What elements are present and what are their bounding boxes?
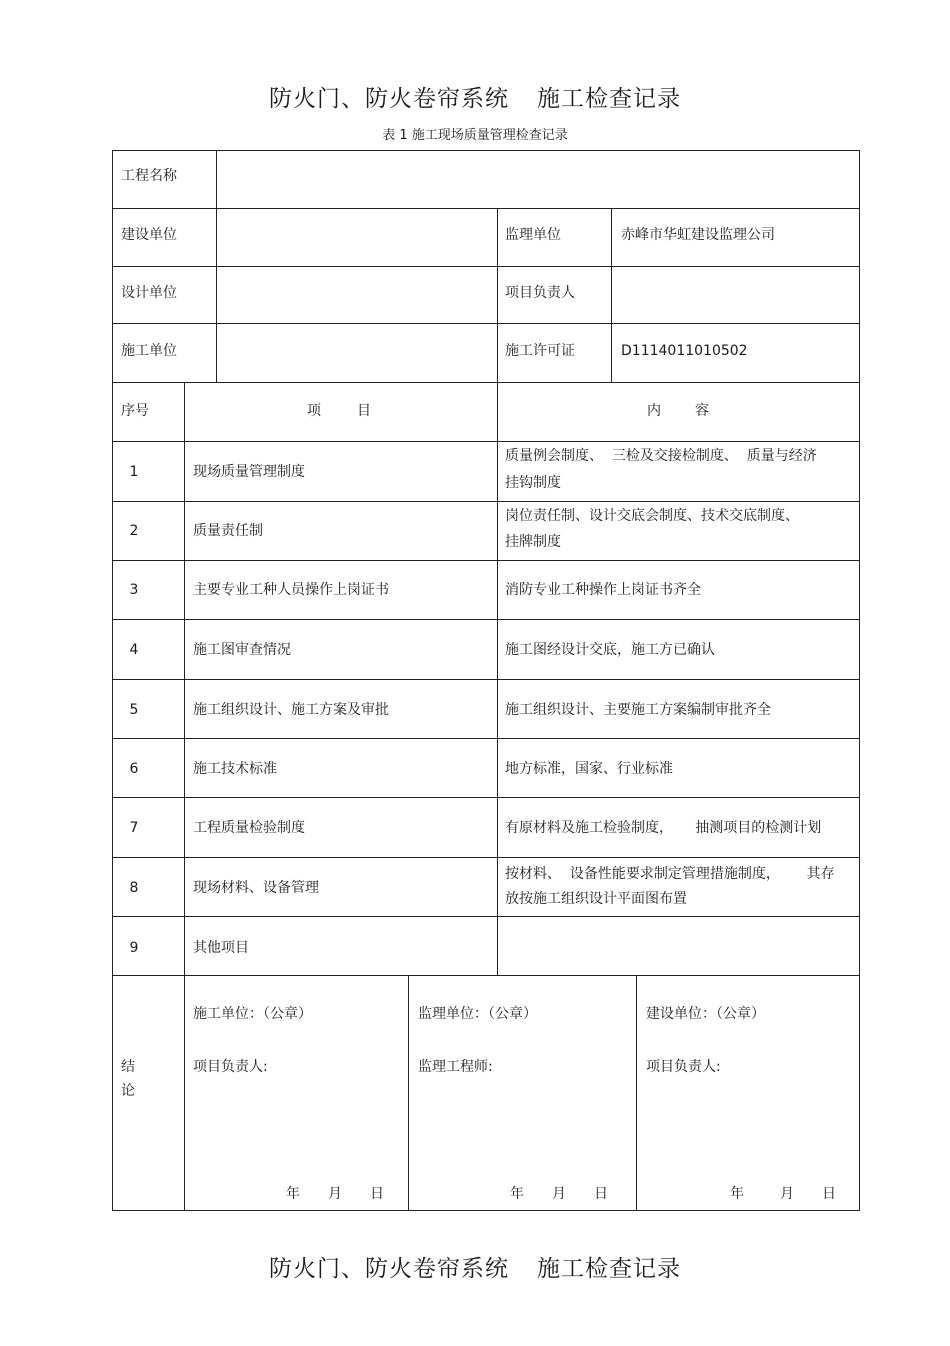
row-item: 施工技术标准 [193,761,277,777]
grid-line [112,382,860,383]
row-number: 7 [129,820,139,836]
permit-value: D1114011010502 [621,343,748,359]
grid-line [112,857,860,858]
row-number: 2 [129,523,139,539]
builder-seal-label: 施工单位：（公章） [193,1006,312,1022]
grid-line [112,441,860,442]
grid-line [636,975,637,1211]
date-day: 日 [822,1186,836,1202]
date-month: 月 [780,1186,794,1202]
grid-line [112,619,860,620]
row-number: 5 [129,702,139,718]
owner-seal-label: 建设单位：（公章） [646,1006,765,1022]
row-content-line-2: 放按施工组织设计平面图布置 [505,891,687,907]
date-year: 年 [730,1186,744,1202]
grid-line [112,797,860,798]
title-part-1: 防火门、防火卷帘系统 [269,86,509,112]
grid-line [112,323,860,324]
table-subtitle: 表 1 施工现场质量管理检查记录 [382,128,568,143]
date-year: 年 [286,1186,300,1202]
next-title-part-1: 防火门、防火卷帘系统 [269,1256,509,1282]
page-title [0,80,950,113]
supervision-seal-label: 监理单位：（公章） [418,1006,537,1022]
row-item: 质量责任制 [193,523,263,539]
grid-line [112,501,860,502]
row-number: 9 [129,940,139,956]
grid-line [184,382,185,1211]
col-header-content-a: 内 [647,403,661,419]
conclusion-label-b: 论 [121,1083,135,1099]
supervision-engineer-label: 监理工程师: [418,1059,493,1075]
conclusion-label-a: 结 [121,1059,135,1075]
row-content: 消防专业工种操作上岗证书齐全 [505,582,701,598]
next-title-part-2: 施工检查记录 [537,1256,681,1282]
row-content-line-1: 质量例会制度、 三检及交接检制度、 质量与经济 [505,448,817,464]
construction-unit-label: 建设单位 [121,227,177,243]
row-number: 6 [129,761,139,777]
row-item: 主要专业工种人员操作上岗证书 [193,582,389,598]
grid-line [112,560,860,561]
grid-line [216,150,217,382]
project-name-label: 工程名称 [121,168,177,184]
col-header-content-b: 容 [695,403,709,419]
row-number: 3 [129,582,139,598]
grid-line [497,208,498,975]
row-content: 施工组织设计、主要施工方案编制审批齐全 [505,702,771,718]
date-year: 年 [510,1186,524,1202]
row-item: 工程质量检验制度 [193,820,305,836]
date-month: 月 [328,1186,342,1202]
grid-line [112,975,860,976]
project-leader-label: 项目负责人 [505,285,575,301]
row-number: 1 [129,464,139,480]
grid-line [408,975,409,1211]
grid-line [112,679,860,680]
supervision-unit-value: 赤峰市华虹建设监理公司 [621,227,775,243]
grid-line [112,208,860,209]
row-content-line-2: 挂牌制度 [505,534,561,550]
row-content-line-2: 挂钩制度 [505,475,561,491]
row-item: 其他项目 [193,940,249,956]
owner-leader-label: 项目负责人: [646,1059,721,1075]
row-content: 地方标准，国家、行业标准 [505,761,673,777]
row-number: 4 [129,642,139,658]
row-item: 现场质量管理制度 [193,464,305,480]
design-unit-label: 设计单位 [121,285,177,301]
supervision-unit-label: 监理单位 [505,227,561,243]
date-day: 日 [370,1186,384,1202]
date-month: 月 [552,1186,566,1202]
row-item: 施工组织设计、施工方案及审批 [193,702,389,718]
col-header-item-b: 目 [357,403,371,419]
title-part-2: 施工检查记录 [537,86,681,112]
grid-line [112,916,860,917]
row-item: 施工图审查情况 [193,642,291,658]
grid-line [112,738,860,739]
permit-label: 施工许可证 [505,343,575,359]
col-header-item-a: 项 [307,403,321,419]
row-number: 8 [129,880,139,896]
col-header-no: 序号 [121,403,149,419]
grid-line [611,208,612,382]
row-content-line-1: 岗位责任制、设计交底会制度、技术交底制度、 [505,508,799,524]
row-content-line-1: 按材料、 设备性能要求制定管理措施制度， 其存 [505,866,835,882]
grid-line [112,266,860,267]
date-day: 日 [594,1186,608,1202]
row-content: 施工图经设计交底，施工方已确认 [505,642,715,658]
inspection-table [112,150,860,1211]
row-content: 有原材料及施工检验制度， 抽测项目的检测计划 [505,820,822,836]
next-page-title [0,1250,950,1283]
builder-label: 施工单位 [121,343,177,359]
row-item: 现场材料、设备管理 [193,880,319,896]
builder-leader-label: 项目负责人: [193,1059,268,1075]
